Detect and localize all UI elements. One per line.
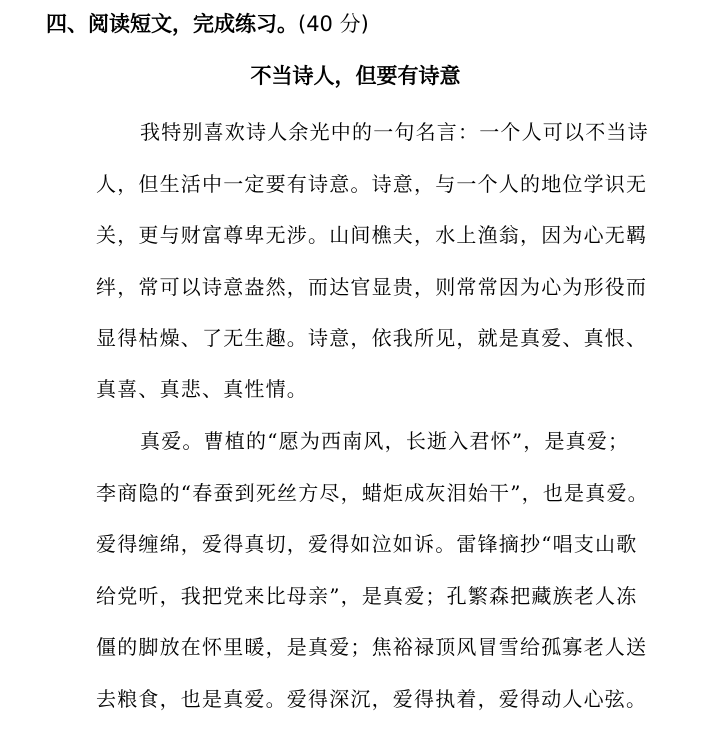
paragraph-line: 人，但生活中一定要有诗意。诗意，与一个人的地位学识无: [96, 172, 648, 196]
paragraph-line: 爱得缠绵，爱得真切，爱得如泣如诉。雷锋摘抄“唱支山歌: [96, 532, 638, 556]
paragraph-line: 给党听，我把党来比母亲”，是真爱；孔繁森把藏族老人冻: [96, 584, 638, 608]
article-title: 不当诗人，但要有诗意: [250, 64, 461, 88]
section-heading-text: 四、阅读短文，完成练习。: [46, 12, 298, 36]
paragraph-line: 绊，常可以诗意盎然，而达官显贵，则常常因为心为形役而: [96, 275, 648, 299]
section-heading: [46, 8, 369, 40]
section-points: (40 分): [298, 12, 369, 36]
paragraph-line: 显得枯燥、了无生趣。诗意，依我所见，就是真爱、真恨、: [96, 326, 648, 350]
paragraph-line: 真爱。曹植的“愿为西南风，长逝入君怀”，是真爱；: [140, 429, 630, 453]
paragraph-line: 关，更与财富尊卑无涉。山间樵夫，水上渔翁，因为心无羁: [96, 223, 648, 247]
paragraph-line: 去粮食，也是真爱。爱得深沉，爱得执着，爱得动人心弦。: [96, 687, 648, 711]
paragraph-line: 真喜、真悲、真性情。: [96, 377, 308, 401]
paragraph-line: 僵的脚放在怀里暖，是真爱；焦裕禄顶风冒雪给孤寡老人送: [96, 635, 648, 659]
paragraph-line: 我特别喜欢诗人余光中的一句名言：一个人可以不当诗: [140, 120, 649, 144]
paragraph-line: 李商隐的“春蚕到死丝方尽，蜡炬成灰泪始干”，也是真爱。: [96, 481, 649, 505]
